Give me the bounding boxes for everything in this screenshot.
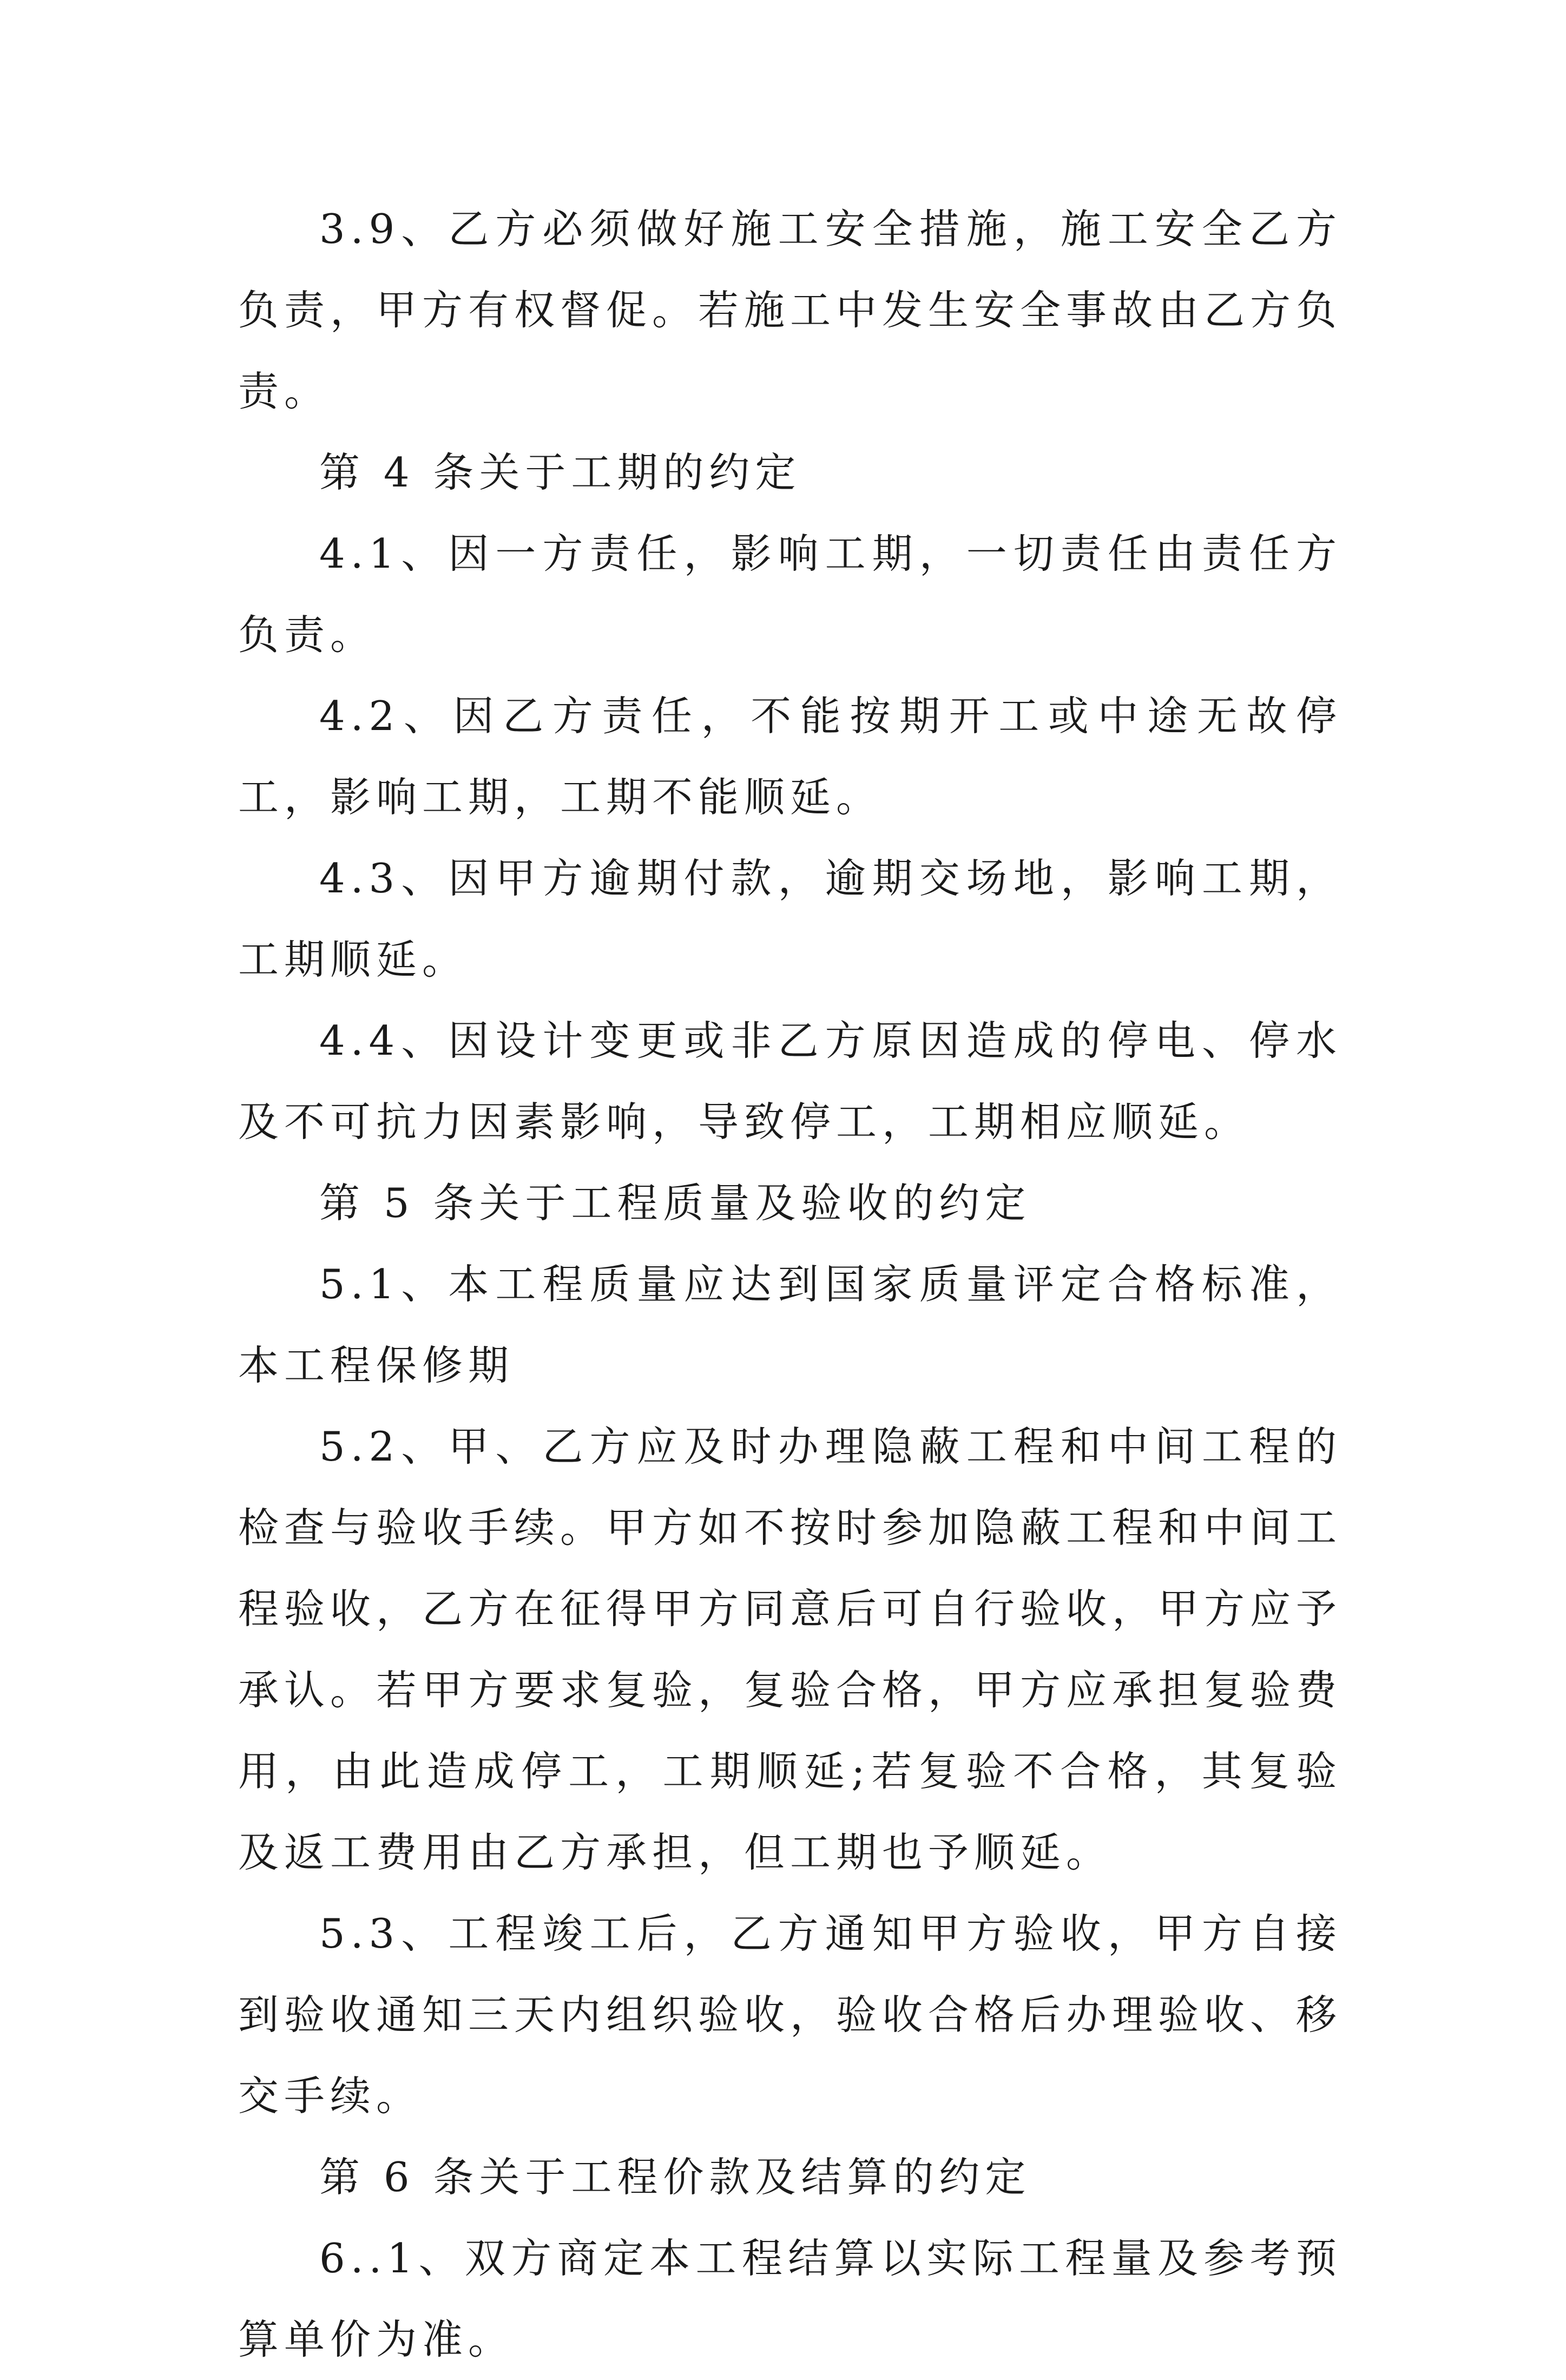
clause-5-2: 5.2、甲、乙方应及时办理隐蔽工程和中间工程的检查与验收手续。甲方如不按时参加隐蔽工程和中间工程验收，乙方在征得甲方同意后可自行验收，甲方应予承认。若甲方要求复验，复验合格，甲方应承担复验费用，由此造成停工，工期顺延;若复验不合格，其复验及返工费用由乙方承担，但工期也予顺延。 <box>238 1423 1343 1876</box>
article-5-heading: 第 5 条关于工程质量及验收的约定 <box>319 1179 1031 1227</box>
clause-4-1: 4.1、因一方责任，影响工期，一切责任由责任方负责。 <box>238 530 1342 659</box>
clause-5-1: 5.1、本工程质量应达到国家质量评定合格标准，本工程保修期 <box>238 1260 1342 1389</box>
clause-4-2: 4.2、因乙方责任，不能按期开工或中途无故停工，影响工期，工期不能顺延。 <box>238 692 1342 821</box>
clause-4-3: 4.3、因甲方逾期付款，逾期交场地，影响工期，工期顺延。 <box>238 854 1342 983</box>
clause-5-3: 5.3、工程竣工后，乙方通知甲方验收，甲方自接到验收通知三天内组织验收，验收合格后办理验收、移交手续。 <box>238 1910 1343 2120</box>
clause-3-9: 3.9、乙方必须做好施工安全措施，施工安全乙方负责，甲方有权督促。若施工中发生安全事故由乙方负责。 <box>238 205 1343 415</box>
article-6-heading: 第 6 条关于工程价款及结算的约定 <box>319 2153 1031 2201</box>
document-body <box>238 188 1342 2380</box>
article-4-heading: 第 4 条关于工期的约定 <box>319 449 801 496</box>
clause-6-1: 6..1、双方商定本工程结算以实际工程量及参考预算单价为准。 <box>238 2234 1342 2363</box>
clause-4-4: 4.4、因设计变更或非乙方原因造成的停电、停水及不可抗力因素影响，导致停工，工期相应顺延。 <box>238 1017 1342 1146</box>
